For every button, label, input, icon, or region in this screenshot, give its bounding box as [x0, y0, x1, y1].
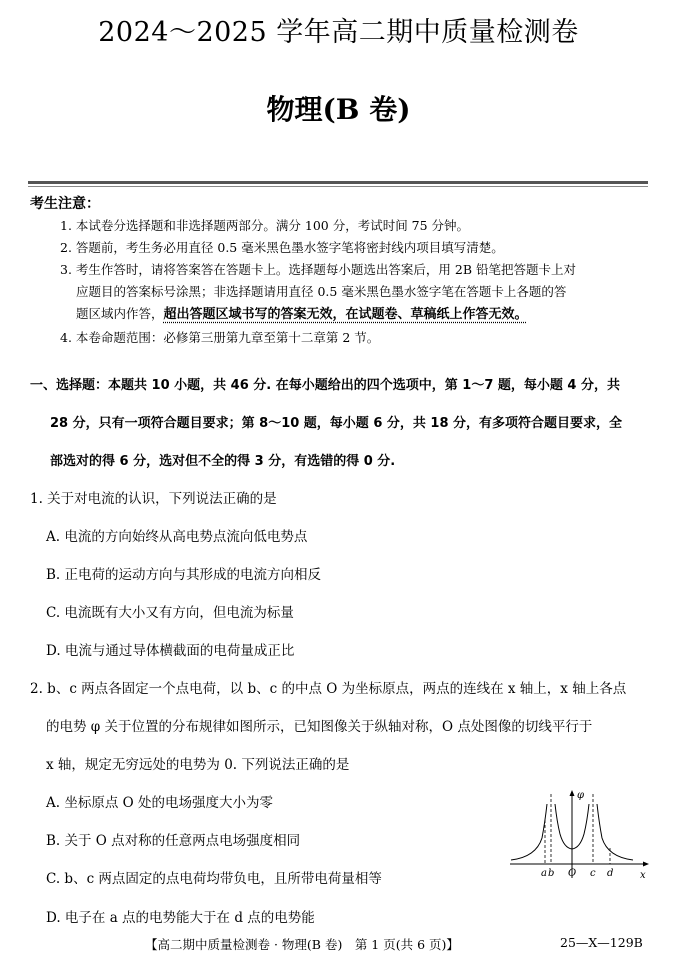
- q2-stem-line-2: 的电势 φ 关于位置的分布规律如图所示，已知图像关于纵轴对称，O 点处图像的切线平行于: [46, 719, 593, 735]
- notice-item-3-line-1: 3. 考生作答时，请将答案答在答题卡上。选择题每小题选出答案后，用 2B 铅笔把答题卡上对: [60, 262, 576, 277]
- y-axis-label: φ: [577, 790, 585, 801]
- header-divider-thick: [28, 181, 648, 184]
- section-1-line-3: 部选对的得 6 分，选对但不全的得 3 分，有选错的得 0 分.: [50, 454, 396, 469]
- curve-right-outer: [597, 804, 633, 860]
- notice-item-1: 1. 本试卷分选择题和非选择题两部分。满分 100 分，考试时间 75 分钟。: [60, 218, 470, 233]
- curve-left-outer: [511, 804, 547, 860]
- exam-subtitle: 物理(B 卷): [266, 93, 411, 126]
- notice-item-4: 4. 本卷命题范围：必修第三册第九章至第十二章第 2 节。: [60, 330, 380, 345]
- q2-stem-line-3: x 轴，规定无穷远处的电势为 0. 下列说法正确的是: [46, 757, 350, 773]
- label-a: a: [541, 868, 547, 879]
- notice-item-3-plain: 题区域内作答，: [76, 306, 164, 321]
- notice-item-2: 2. 答题前，考生务必用直径 0.5 毫米黑色墨水签字笔将密封线内项目填写清楚。: [60, 240, 504, 255]
- header-divider-thin: [28, 186, 648, 187]
- q1-option-a: A. 电流的方向始终从高电势点流向低电势点: [46, 529, 308, 545]
- q2-option-a: A. 坐标原点 O 处的电场强度大小为零: [46, 795, 273, 811]
- q1-option-d: D. 电流与通过导体横截面的电荷量成正比: [46, 643, 295, 659]
- q2-option-d: D. 电子在 a 点的电势能大于在 d 点的电势能: [46, 910, 315, 926]
- section-1-line-2: 28 分，只有一项符合题目要求；第 8～10 题，每小题 6 分，共 18 分，有多项符合题目要求，全: [50, 416, 623, 431]
- q2-stem-line-1: 2. b、c 两点各固定一个点电荷，以 b、c 的中点 O 为坐标原点，两点的连线在 x 轴上，x 轴上各点: [30, 681, 627, 697]
- page-footer: 【高二期中质量检测卷 · 物理(B 卷) 第 1 页(共 6 页)】: [145, 937, 459, 952]
- notice-item-3-line-3: [76, 303, 528, 322]
- exam-title: 2024～2025 学年高二期中质量检测卷: [98, 17, 579, 48]
- paper-code: 25—X—129B: [560, 935, 643, 950]
- label-d: d: [607, 868, 614, 879]
- q2-option-c: C. b、c 两点固定的点电荷均带负电，且所带电荷量相等: [46, 871, 382, 887]
- x-axis-arrow-icon: [643, 862, 649, 867]
- notice-item-3-emphasis: 超出答题区域书写的答案无效，在试题卷、草稿纸上作答无效。: [163, 307, 528, 322]
- x-axis-label: x: [640, 870, 646, 881]
- q1-option-c: C. 电流既有大小又有方向，但电流为标量: [46, 605, 294, 621]
- section-1-line-1: 一、选择题：本题共 10 小题，共 46 分. 在每小题给出的四个选项中，第 1～7 题，每小题 4 分，共: [30, 378, 620, 393]
- notice-title: 考生注意：: [30, 196, 100, 212]
- potential-graph: [508, 786, 653, 882]
- label-origin: O: [568, 868, 577, 879]
- q1-option-b: B. 正电荷的运动方向与其形成的电流方向相反: [46, 567, 322, 583]
- label-c: c: [590, 868, 596, 879]
- q2-option-b: B. 关于 O 点对称的任意两点电场强度相同: [46, 833, 301, 849]
- notice-item-3-line-2: 应题目的答案标号涂黑；非选择题请用直径 0.5 毫米黑色墨水签字笔在答题卡上各题的答: [76, 284, 567, 299]
- q1-stem: 1. 关于对电流的认识，下列说法正确的是: [30, 491, 277, 507]
- label-b: b: [548, 868, 555, 879]
- y-axis-arrow-icon: [570, 790, 575, 796]
